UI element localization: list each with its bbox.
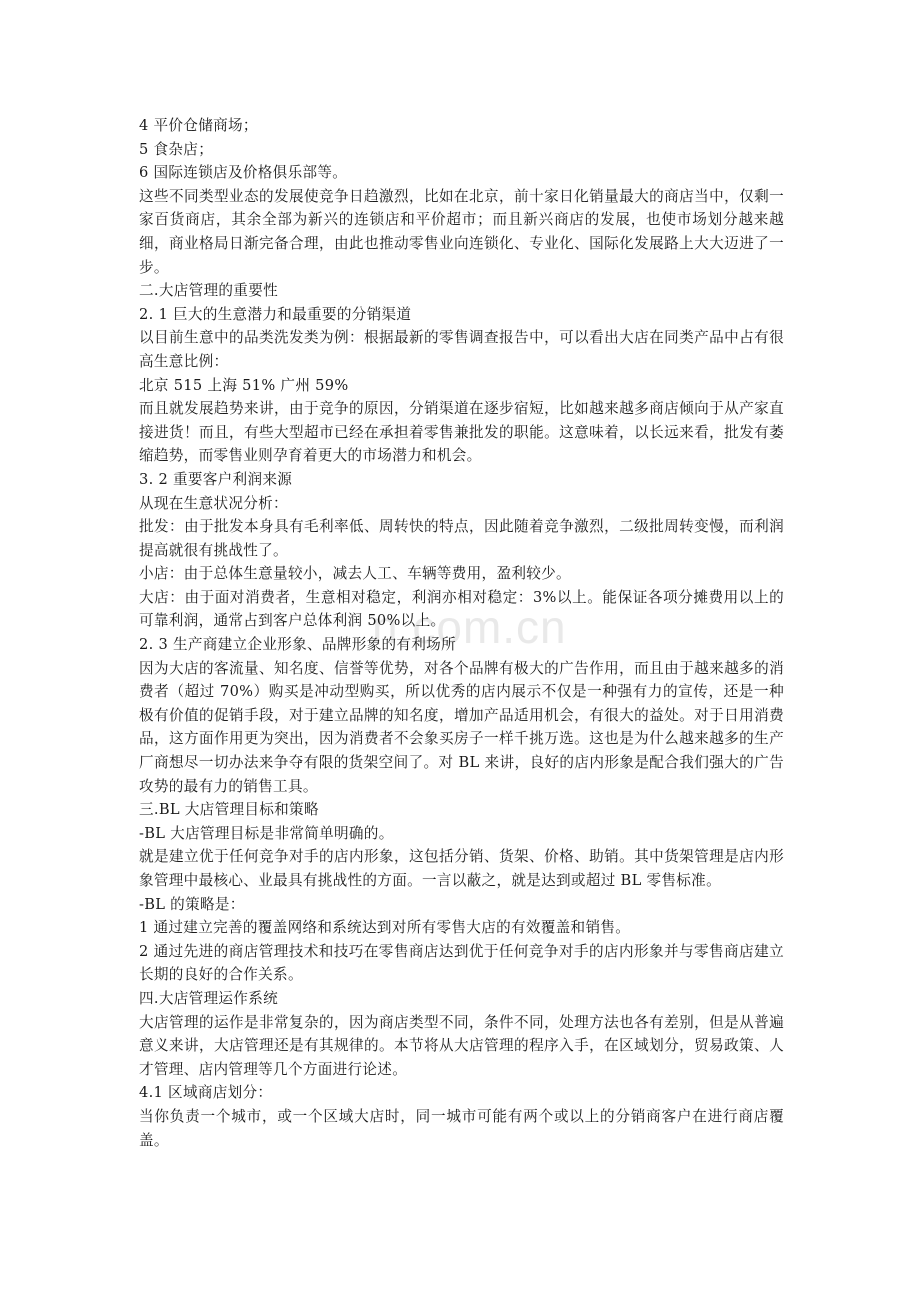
- stats-line: 北京 515 上海 51% 广州 59%: [139, 376, 349, 394]
- section-heading: 三.BL 大店管理目标和策略: [139, 801, 319, 819]
- list-item-1: 1 通过建立完善的覆盖网络和系统达到对所有零售大店的有效覆盖和销售。: [139, 919, 631, 937]
- paragraph: 大店：由于面对消费者，生意相对稳定，利润亦相对稳定：3%以上。能保证各项分摊费用以上的可靠利润，通常占到客户总体利润 50%以上。: [139, 588, 784, 630]
- subsection-heading: 2. 1 巨大的生意潜力和最重要的分销渠道: [139, 305, 412, 323]
- list-item-4: 4 平价仓储商场；: [139, 117, 258, 134]
- paragraph: 从现在生意状况分析：: [139, 494, 288, 512]
- watermark-text: n.com.cn: [372, 601, 567, 653]
- list-item-2: 2 通过先进的商店管理技术和技巧在零售商店达到优于任何竞争对手的店内形象并与零售商店建立长期的良好的合作关系。: [139, 942, 784, 984]
- subsection-heading: 4.1 区域商店划分：: [139, 1084, 273, 1102]
- paragraph: 当你负责一个城市，或一个区域大店时，同一城市可能有两个或以上的分销商客户在进行商店覆盖。: [139, 1107, 784, 1149]
- section-heading: 四.大店管理运作系统: [139, 989, 278, 1007]
- paragraph: 因为大店的客流量、知名度、信誉等优势，对各个品牌有极大的广告作用，而且由于越来越多的消费者（超过 70%）购买是冲动型购买，所以优秀的店内展示不仅是一种强有力的宣传，还是一种极有价值的促销手段，对于建立品牌的知名度，增加产品适用机会，有很大的益处。对于日用消费品，这方面作用更为突出，因为消费者不会象买房子一样千挑万选。这也是为什么越来越多的生产厂商想尽一切办法来争夺有限的货架空间了。对 BL 来讲，良好的店内形象是配合我们强大的广告攻势的最有力的销售工具。: [139, 659, 784, 795]
- subsection-heading: 2. 3 生产商建立企业形象、品牌形象的有利场所: [139, 636, 456, 654]
- paragraph: 就是建立优于任何竞争对手的店内形象，这包括分销、货架、价格、助销。其中货架管理是店内形象管理中最核心、业最具有挑战性的方面。一言以蔽之，就是达到或超过 BL 零售标准。: [139, 848, 784, 889]
- subsection-heading: 3. 2 重要客户利润来源: [139, 470, 293, 488]
- paragraph: 大店管理的运作是非常复杂的，因为商店类型不同，条件不同，处理方法也各有差别，但是从普遍意义来讲，大店管理还是有其规律的。本节将从大店管理的程序入手，在区域划分，贸易政策、人才管理、店内管理等几个方面进行论述。: [139, 1013, 784, 1078]
- list-item-5: 5 食杂店；: [139, 140, 214, 158]
- paragraph: -BL 大店管理目标是非常简单明确的。: [139, 824, 394, 842]
- section-heading: 二.大店管理的重要性: [139, 282, 278, 300]
- paragraph: 批发：由于批发本身具有毛利率低、周转快的特点，因此随着竞争激烈，二级批周转变慢，而利润提高就很有挑战性了。: [139, 518, 784, 559]
- paragraph: 以目前生意中的品类洗发类为例：根据最新的零售调查报告中，可以看出大店在同类产品中占有很高生意比例：: [139, 329, 784, 370]
- paragraph: -BL 的策略是：: [139, 895, 245, 913]
- paragraph: 小店：由于总体生意量较小，减去人工、车辆等费用，盈利较少。: [139, 565, 571, 583]
- list-item-6: 6 国际连锁店及价格俱乐部等。: [139, 164, 348, 182]
- paragraph: 这些不同类型业态的发展使竞争日趋激烈，比如在北京，前十家日化销量最大的商店当中，仅剩一家百货商店，其余全部为新兴的连锁店和平价超市；而且新兴商店的发展，也使市场划分越来越细，商业格局日渐完备合理，由此也推动零售业向连锁化、专业化、国际化发展路上大大迈进了一步。: [139, 187, 784, 276]
- document-body: [139, 114, 784, 1152]
- paragraph: 而且就发展趋势来讲，由于竞争的原因，分销渠道在逐步宿短，比如越来越多商店倾向于从产家直接进货！而且，有些大型超市已经在承担着零售兼批发的职能。这意味着，以长远来看，批发有萎缩趋势，而零售业则孕育着更大的市场潜力和机会。: [139, 400, 784, 465]
